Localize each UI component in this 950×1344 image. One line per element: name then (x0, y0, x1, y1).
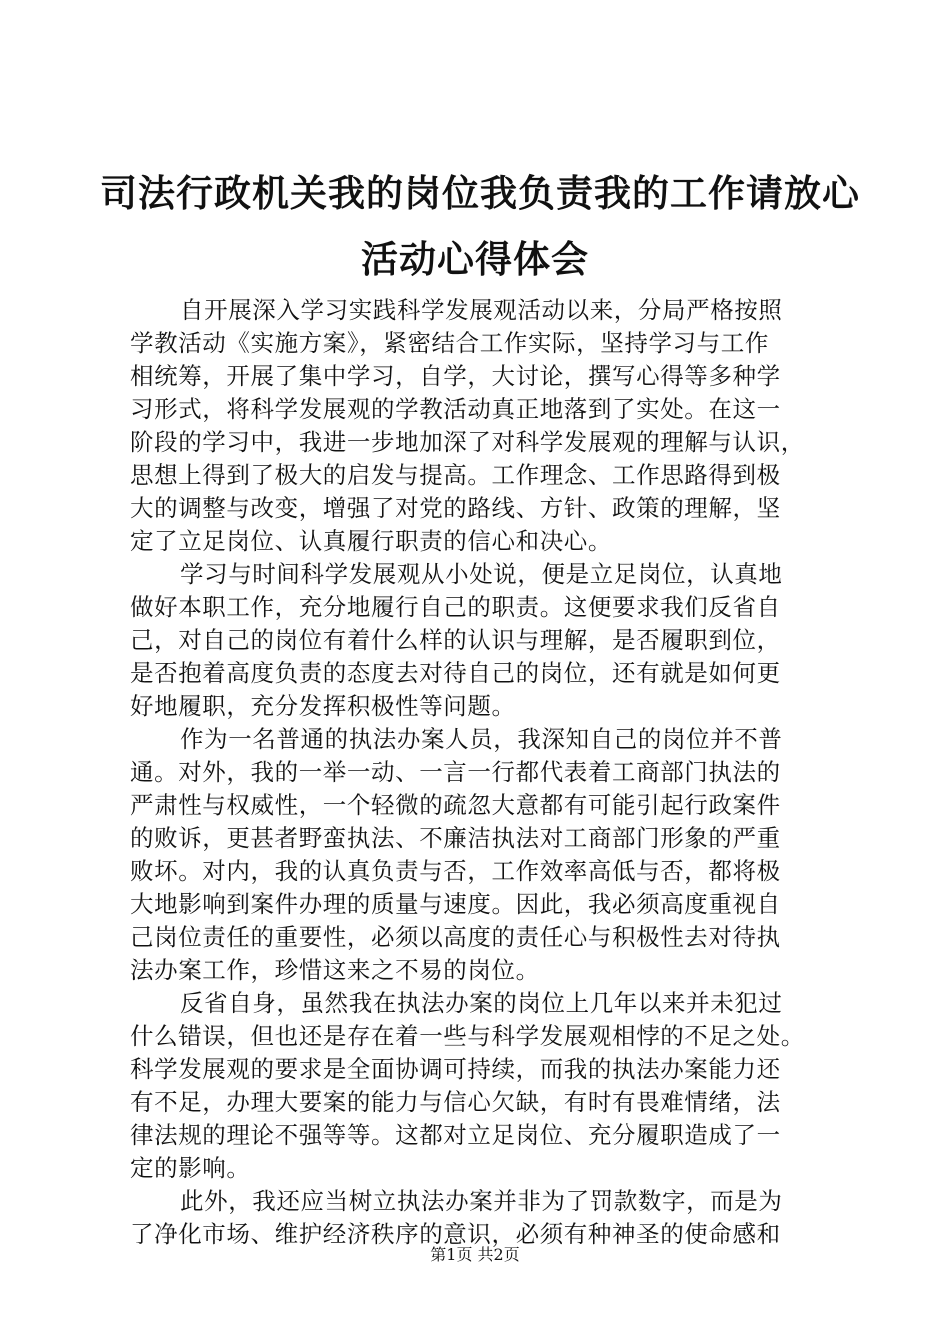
document-body (130, 294, 830, 1251)
text-line: 严肃性与权威性，一个轻微的疏忽大意都有可能引起行政案件 (130, 791, 781, 819)
text-line: 做好本职工作，充分地履行自己的职责。这便要求我们反省自 (130, 593, 781, 621)
document-title (100, 160, 860, 292)
text-line: 阶段的学习中，我进一步地加深了对科学发展观的理解与认识， (130, 428, 805, 456)
paragraph-3 (130, 723, 830, 987)
text-line: 相统筹，开展了集中学习，自学，大讨论，撰写心得等多种学 (130, 362, 781, 390)
page-footer: 第1页 共2页 (430, 1245, 520, 1264)
text-line: 习形式，将科学发展观的学教活动真正地落到了实处。在这一 (130, 395, 781, 423)
text-line: 律法规的理论不强等等。这都对立足岗位、充分履职造成了一 (130, 1121, 781, 1149)
text-line: 通。对外，我的一举一动、一言一行都代表着工商部门执法的 (130, 758, 781, 786)
text-line: 是否抱着高度负责的态度去对待自己的岗位，还有就是如何更 (130, 659, 781, 687)
text-line: 定的影响。 (130, 1154, 251, 1182)
text-line: 了净化市场、维护经济秩序的意识，必须有种神圣的使命感和 (130, 1220, 781, 1248)
text-line: 败坏。对内，我的认真负责与否，工作效率高低与否，都将极 (130, 857, 781, 885)
paragraph-2 (130, 558, 830, 723)
text-line: 法办案工作，珍惜这来之不易的岗位。 (130, 956, 540, 984)
text-line: 大的调整与改变，增强了对党的路线、方针、政策的理解，坚 (130, 494, 781, 522)
text-line: 作为一名普通的执法办案人员，我深知自己的岗位并不普 (180, 725, 783, 753)
text-line: 好地履职，充分发挥积极性等问题。 (130, 692, 516, 720)
text-line: 大地影响到案件办理的质量与速度。因此，我必须高度重视自 (130, 890, 781, 918)
title-line-2: 活动心得体会 (361, 237, 589, 281)
paragraph-5 (130, 1185, 830, 1251)
text-line: 己岗位责任的重要性，必须以高度的责任心与积极性去对待执 (130, 923, 781, 951)
text-line: 学教活动《实施方案》，紧密结合工作实际，坚持学习与工作 (130, 329, 769, 357)
text-line: 科学发展观的要求是全面协调可持续，而我的执法办案能力还 (130, 1055, 781, 1083)
paragraph-1 (130, 294, 830, 558)
paragraph-4 (130, 987, 830, 1185)
text-line: 有不足，办理大要案的能力与信心欠缺，有时有畏难情绪，法 (130, 1088, 781, 1116)
title-line-1: 司法行政机关我的岗位我负责我的工作请放心 (100, 171, 860, 215)
text-line: 此外，我还应当树立执法办案并非为了罚款数字，而是为 (180, 1187, 783, 1215)
text-line: 思想上得到了极大的启发与提高。工作理念、工作思路得到极 (130, 461, 781, 489)
text-line: 定了立足岗位、认真履行职责的信心和决心。 (130, 527, 612, 555)
text-line: 的败诉，更甚者野蛮执法、不廉洁执法对工商部门形象的严重 (130, 824, 781, 852)
text-line: 什么错误，但也还是存在着一些与科学发展观相悖的不足之处。 (130, 1022, 805, 1050)
text-line: 反省自身，虽然我在执法办案的岗位上几年以来并未犯过 (180, 989, 783, 1017)
text-line: 自开展深入学习实践科学发展观活动以来，分局严格按照 (180, 296, 783, 324)
text-line: 学习与时间科学发展观从小处说，便是立足岗位，认真地 (180, 560, 783, 588)
text-line: 己，对自己的岗位有着什么样的认识与理解，是否履职到位， (130, 626, 781, 654)
